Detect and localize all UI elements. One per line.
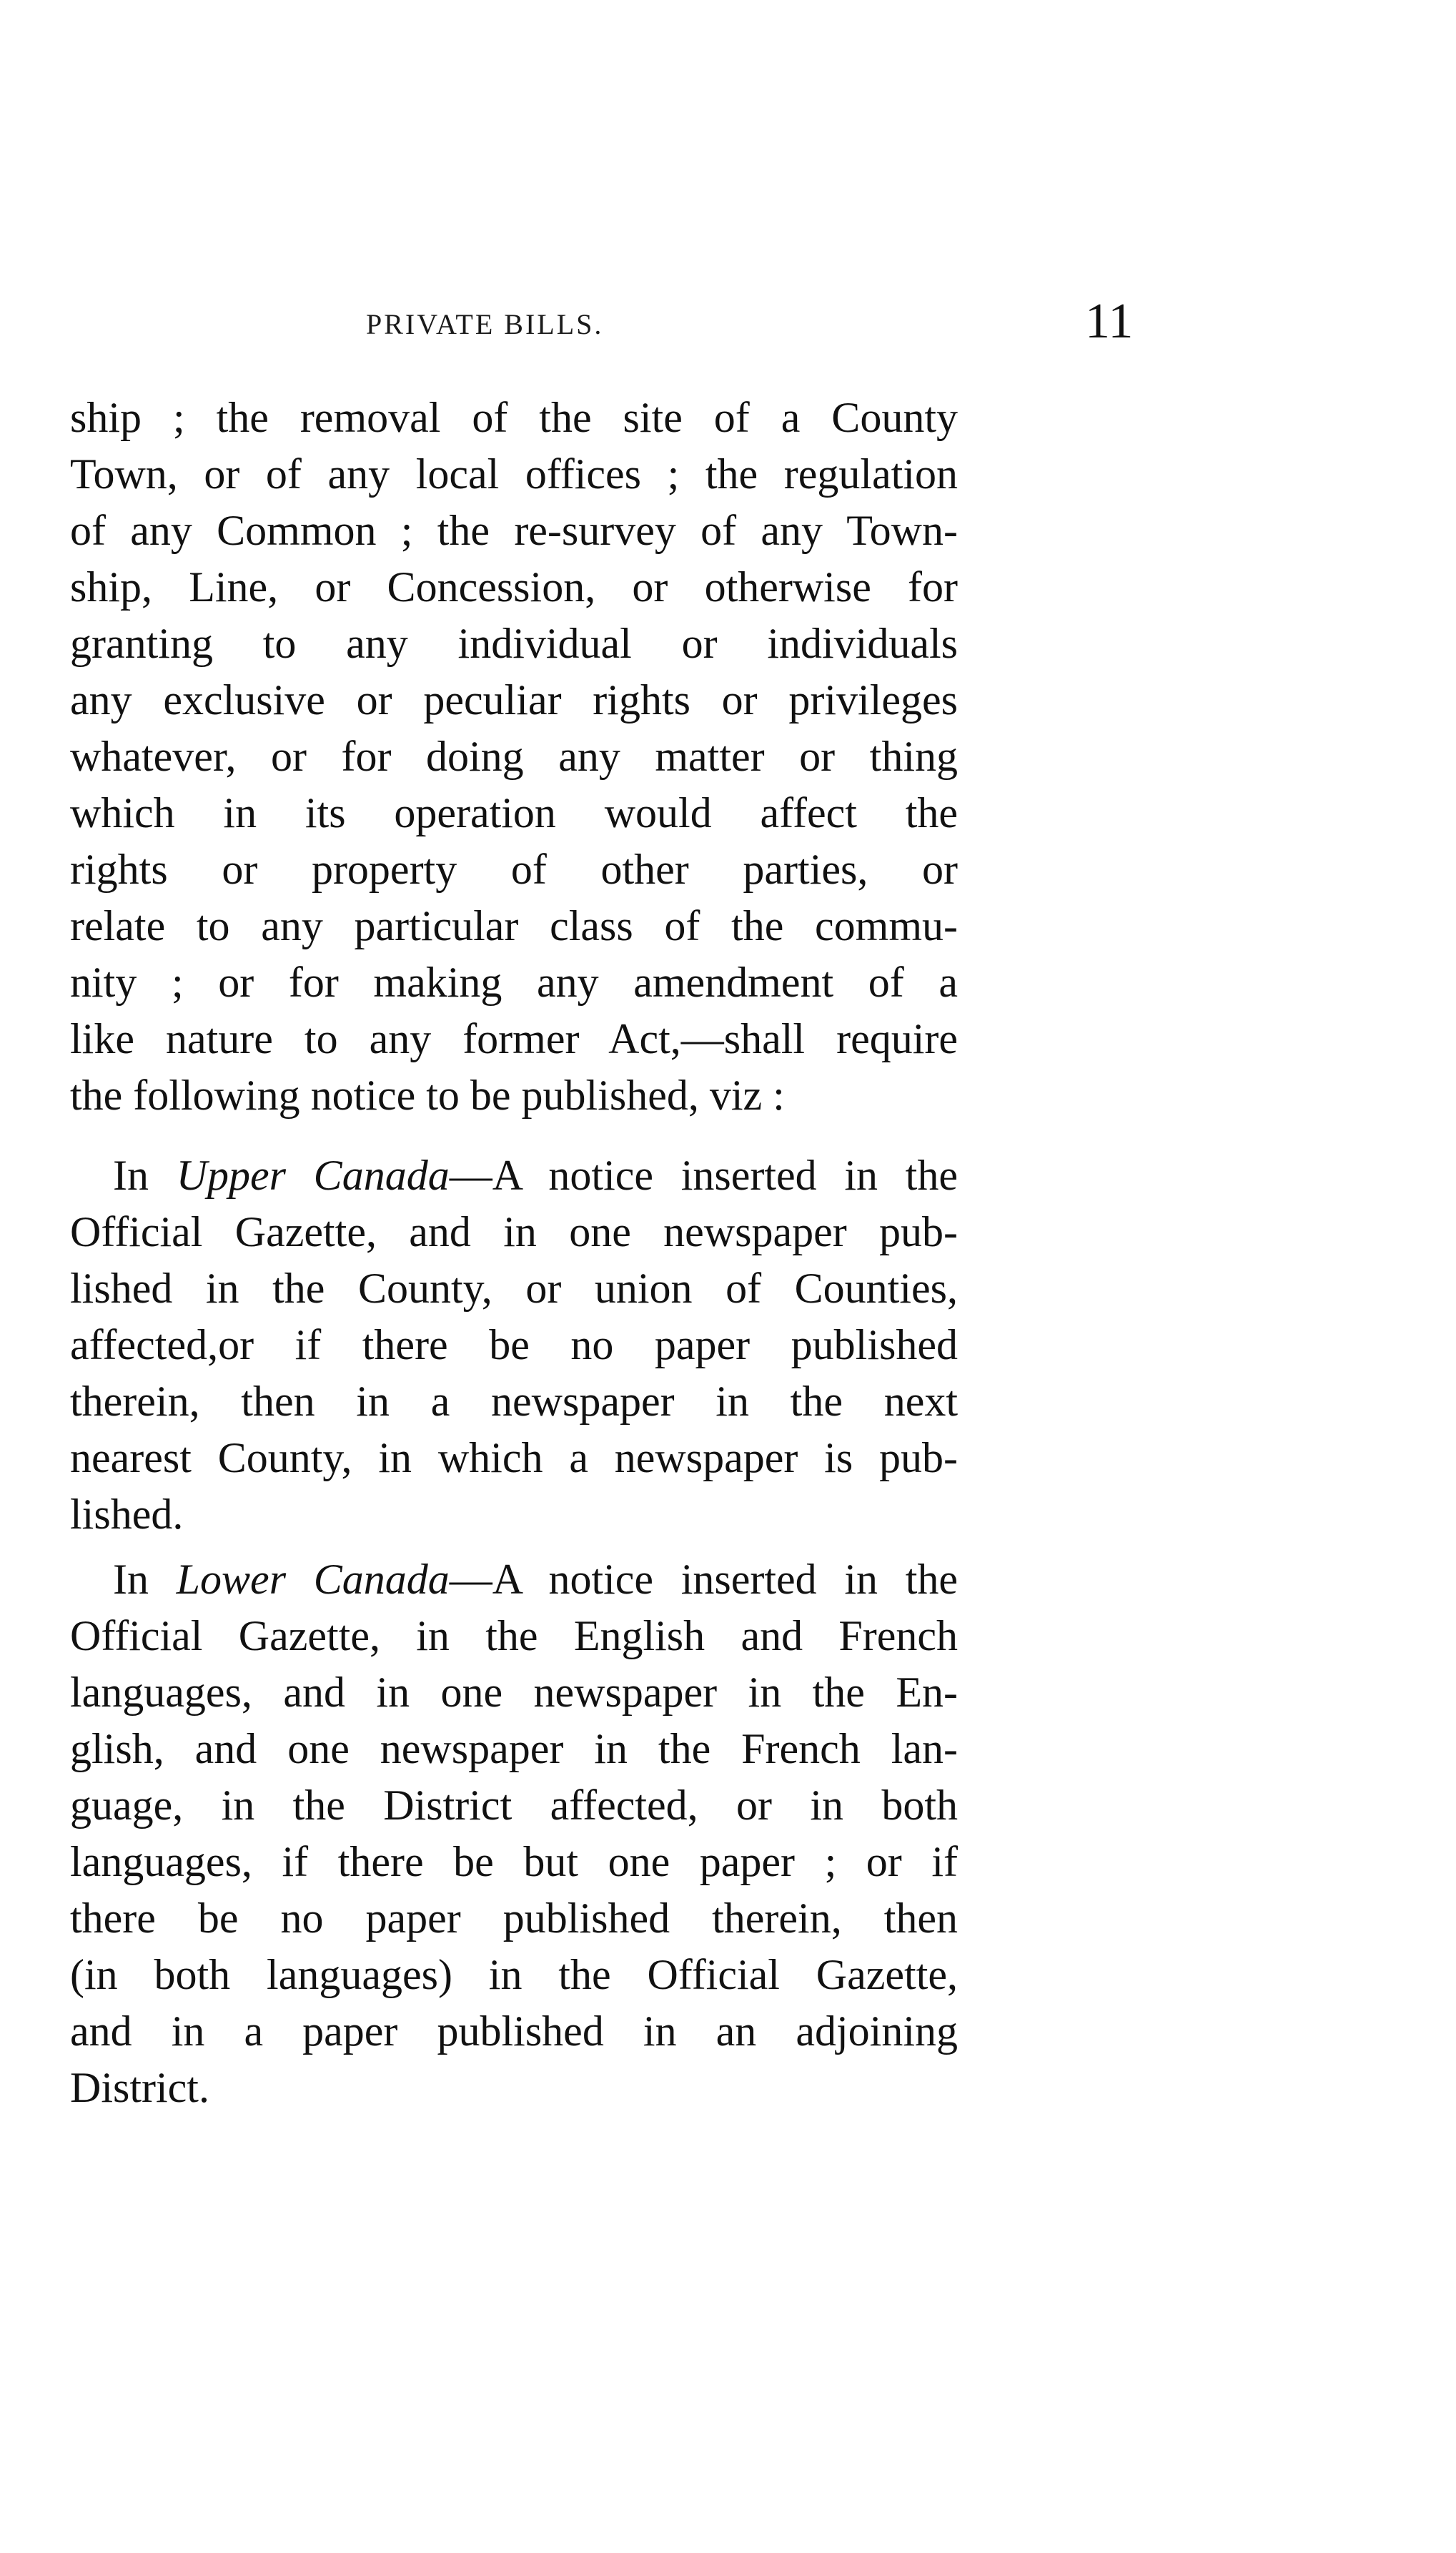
text-line: lished.: [70, 1491, 184, 1538]
text-line: affected,or if there be no paper published: [70, 1321, 958, 1368]
text-line: and in a paper published in an adjoining: [70, 2008, 958, 2055]
lead-word: In: [113, 1556, 177, 1603]
text-line: relate to any particular class of the commu-: [70, 902, 958, 949]
text-line: ship ; the removal of the site of a County: [70, 394, 958, 441]
text-line: glish, and one newspaper in the French lan-: [70, 1725, 958, 1772]
text-line: (in both languages) in the Official Gazette,: [70, 1951, 958, 1998]
text-line: therein, then in a newspaper in the next: [70, 1378, 958, 1425]
text-line: District.: [70, 2064, 209, 2111]
first-line-rest: —A notice inserted in the: [449, 1556, 959, 1603]
text-line: there be no paper published therein, then: [70, 1895, 958, 1942]
page-number: 11: [1085, 294, 1134, 349]
first-line-rest: —A notice inserted in the: [449, 1152, 958, 1199]
text-line: of any Common ; the re-survey of any Town-: [70, 507, 958, 554]
text-line: any exclusive or peculiar rights or privileges: [70, 676, 958, 724]
paragraph-lower-canada: [70, 1551, 958, 2116]
text-line: languages, and in one newspaper in the En-: [70, 1669, 958, 1716]
text-line: nity ; or for making any amendment of a: [70, 959, 958, 1006]
lead-word: In: [113, 1152, 177, 1199]
paragraph-first-line: [70, 1147, 958, 1204]
text-line: Town, or of any local offices ; the regulation: [70, 450, 958, 498]
text-line: rights or property of other parties, or: [70, 846, 958, 893]
province-name: Lower Canada: [176, 1556, 450, 1603]
text-line: whatever, or for doing any matter or thing: [70, 733, 958, 780]
text-line: which in its operation would affect the: [70, 789, 958, 836]
running-head: PRIVATE BILLS.: [366, 308, 604, 340]
text-line: languages, if there be but one paper ; or if: [70, 1838, 958, 1885]
text-line: guage, in the District affected, or in both: [70, 1782, 958, 1829]
text-line: lished in the County, or union of Counties,: [70, 1265, 958, 1312]
paragraph-first-line: [70, 1551, 958, 1608]
text-line: like nature to any former Act,—shall require: [70, 1015, 958, 1062]
text-line: Official Gazette, and in one newspaper pub-: [70, 1208, 958, 1255]
province-name: Upper Canada: [176, 1152, 450, 1199]
text-line: nearest County, in which a newspaper is pub-: [70, 1434, 958, 1481]
text-line: ship, Line, or Concession, or otherwise for: [70, 563, 958, 611]
paragraph-upper-canada: [70, 1147, 958, 1543]
text-line: granting to any individual or individuals: [70, 620, 958, 667]
text-line: the following notice to be published, viz :: [70, 1072, 785, 1119]
paragraph-1: [70, 390, 958, 1124]
text-line: Official Gazette, in the English and French: [70, 1612, 958, 1659]
